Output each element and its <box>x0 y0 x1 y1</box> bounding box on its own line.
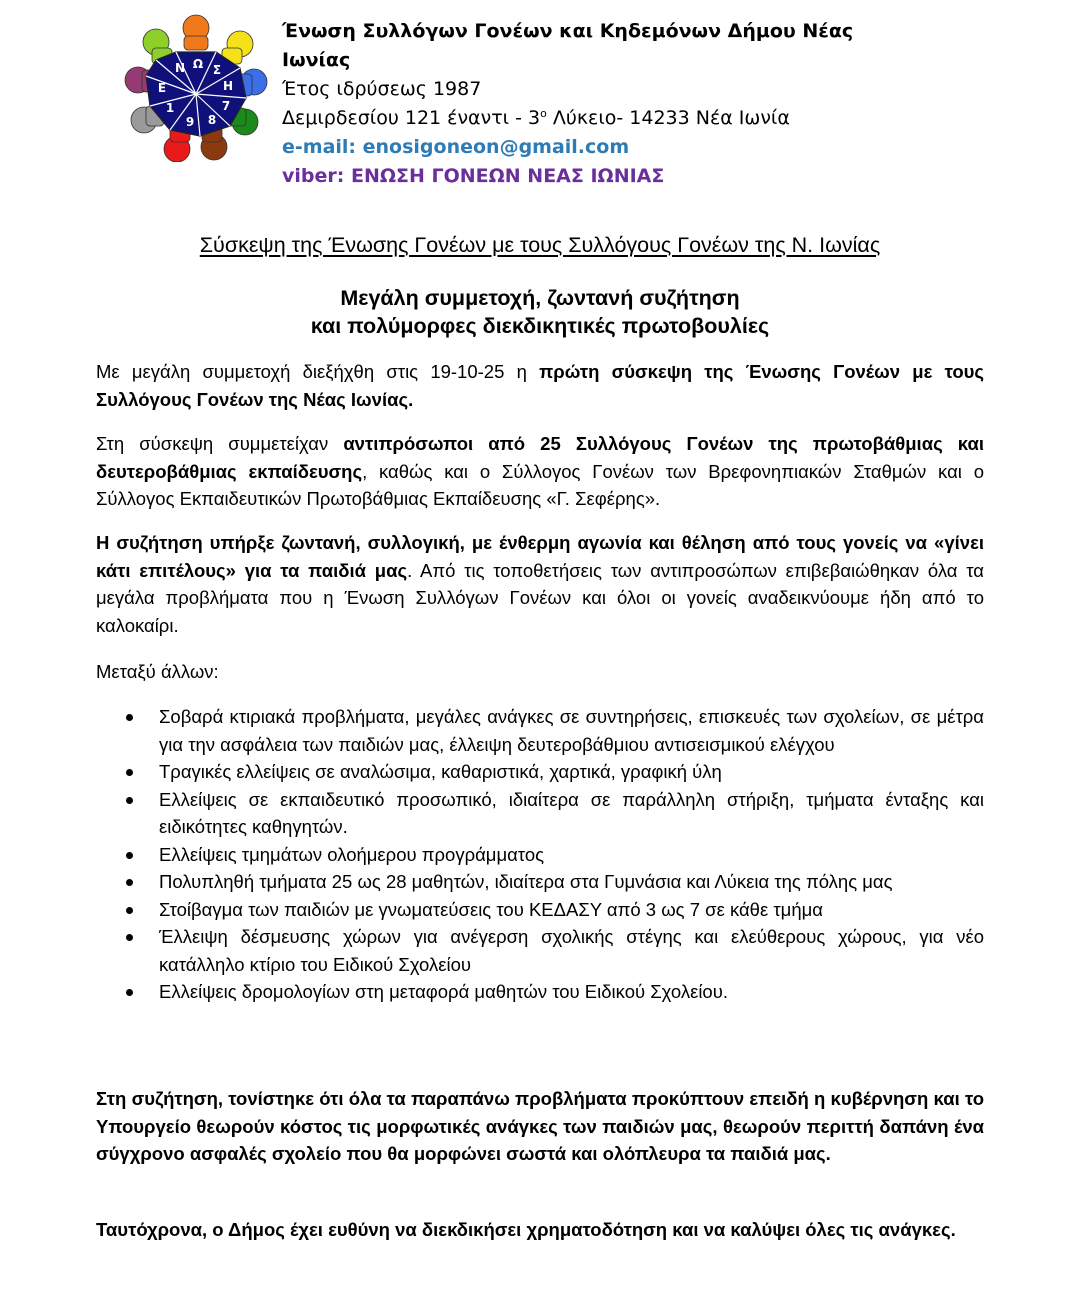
meeting-title: Σύσκεψη της Ένωσης Γονέων με τους Συλλόγους Γονέων της Ν. Ιωνίας <box>199 233 881 257</box>
founded-year: Έτος ιδρύσεως 1987 <box>282 78 482 100</box>
svg-text:9: 9 <box>185 115 195 129</box>
headline-line-1: Μεγάλη συμμετοχή, ζωντανή συζήτηση <box>340 286 740 310</box>
list-item: Ελλείψεις τμημάτων ολοήμερου προγράμματος <box>96 841 984 869</box>
svg-text:8: 8 <box>207 113 217 127</box>
svg-text:Σ: Σ <box>212 63 222 77</box>
svg-text:Ω: Ω <box>192 57 204 71</box>
viber-contact: viber: ΕΝΩΣΗ ΓΟΝΕΩΝ ΝΕΑΣ ΙΩΝΙΑΣ <box>282 165 665 187</box>
paragraph-1: Με μεγάλη συμμετοχή διεξήχθη στις 19-10-25 η πρώτη σύσκεψη της Ένωσης Γονέων με τους Συλλόγους Γονέων της Νέας Ιωνίας. <box>96 361 985 410</box>
svg-text:Η: Η <box>222 79 234 93</box>
paragraph-4: Μεταξύ άλλων: <box>96 661 219 682</box>
bullet-icon <box>126 907 133 914</box>
bullet-icon <box>126 852 133 859</box>
list-item: Ελλείψεις σε εκπαιδευτικό προσωπικό, ιδιαίτερα σε παράλληλη στήριξη, τμήματα ένταξης και ειδικότητες καθηγητών. <box>96 786 984 841</box>
bullet-icon <box>126 879 133 886</box>
paragraph-3: Η συζήτηση υπήρξε ζωντανή, συλλογική, με ένθερμη αγωνία και θέληση από τους γονείς να «γίνει κάτι επιτέλους» για τα παιδιά μας. Από τις τοποθετήσεις των αντιπροσώπων επιβεβαιώθηκαν όλα τα μεγάλα προβλήματα που η Ένωση Συλλόγων Γονέων και όλοι οι γονείς αναδεικνύουμε ήδη από το καλοκαίρι. <box>96 532 984 636</box>
svg-text:1: 1 <box>165 101 175 115</box>
bullet-icon <box>126 714 133 721</box>
paragraph-6: Ταυτόχρονα, ο Δήμος έχει ευθύνη να διεκδικήσει χρηματοδότηση και να καλύψει όλες τις ανάγκες. <box>96 1219 956 1240</box>
list-item: Στοίβαγμα των παιδιών με γνωματεύσεις του ΚΕΔΑΣΥ από 3 ως 7 σε κάθε τμήμα <box>96 896 984 924</box>
email-link[interactable]: e-mail: enosigoneon@gmail.com <box>282 136 630 158</box>
bullet-icon <box>126 797 133 804</box>
svg-text:Ν: Ν <box>174 61 186 75</box>
svg-text:7: 7 <box>221 99 231 113</box>
bullet-icon <box>126 989 133 996</box>
list-item: Ελλείψεις δρομολογίων στη μεταφορά μαθητών του Ειδικού Σχολείου. <box>96 978 984 1006</box>
bullet-icon <box>126 934 133 941</box>
bullet-icon <box>126 769 133 776</box>
list-item: Τραγικές ελλείψεις σε αναλώσιμα, καθαριστικά, χαρτικά, γραφική ύλη <box>96 758 984 786</box>
union-logo-icon <box>122 12 270 162</box>
address: Δεμιρδεσίου 121 έναντι - $3^o$ Λύκειο- 14233 Νέα Ιωνία <box>282 107 790 129</box>
organization-name: Ένωση Συλλόγων Γονέων και Κηδεμόνων Δήμου Νέας Ιωνίας <box>282 20 854 71</box>
headline-line-2: και πολύμορφες διεκδικητικές πρωτοβουλίες <box>310 314 770 338</box>
problems-list <box>96 703 984 1006</box>
list-item: Σοβαρά κτιριακά προβλήματα, μεγάλες ανάγκες σε συντηρήσεις, επισκευές των σχολείων, σε μέτρα για την ασφάλεια των παιδιών μας, έλλειψη δευτεροβάθμιου αντισεισμικού ελέγχου <box>96 703 984 758</box>
organization-info <box>282 17 902 191</box>
list-item: Έλλειψη δέσμευσης χώρων για ανέγερση σχολικής στέγης και ελεύθερους χώρους, για νέο κατάλληλο κτίριο του Ειδικού Σχολείου <box>96 923 984 978</box>
svg-text:Ε: Ε <box>157 81 167 95</box>
list-item: Πολυπληθή τμήματα 25 ως 28 μαθητών, ιδιαίτερα στα Γυμνάσια και Λύκεια της πόλης μας <box>96 868 984 896</box>
headline <box>0 284 1080 340</box>
paragraph-5: Στη συζήτηση, τονίστηκε ότι όλα τα παραπάνω προβλήματα προκύπτουν επειδή η κυβέρνηση και το Υπουργείο θεωρούν κόστος τις μορφωτικές ανάγκες των παιδιών μας, θεωρούν περιττή δαπάνη ένα σύγχρονο ασφαλές σχολείο που θα μορφώνει σωστά και ολόπλευρα τα παιδιά μας. <box>96 1088 984 1164</box>
paragraph-2: Στη σύσκεψη συμμετείχαν αντιπρόσωποι από 25 Συλλόγους Γονέων της πρωτοβάθμιας και δευτεροβάθμιας εκπαίδευσης, καθώς και ο Σύλλογος Γονέων των Βρεφονηπιακών Σταθμών και ο Σύλλογος Εκπαιδευτικών Πρωτοβάθμιας Εκπαίδευσης «Γ. Σεφέρης». <box>96 433 985 509</box>
